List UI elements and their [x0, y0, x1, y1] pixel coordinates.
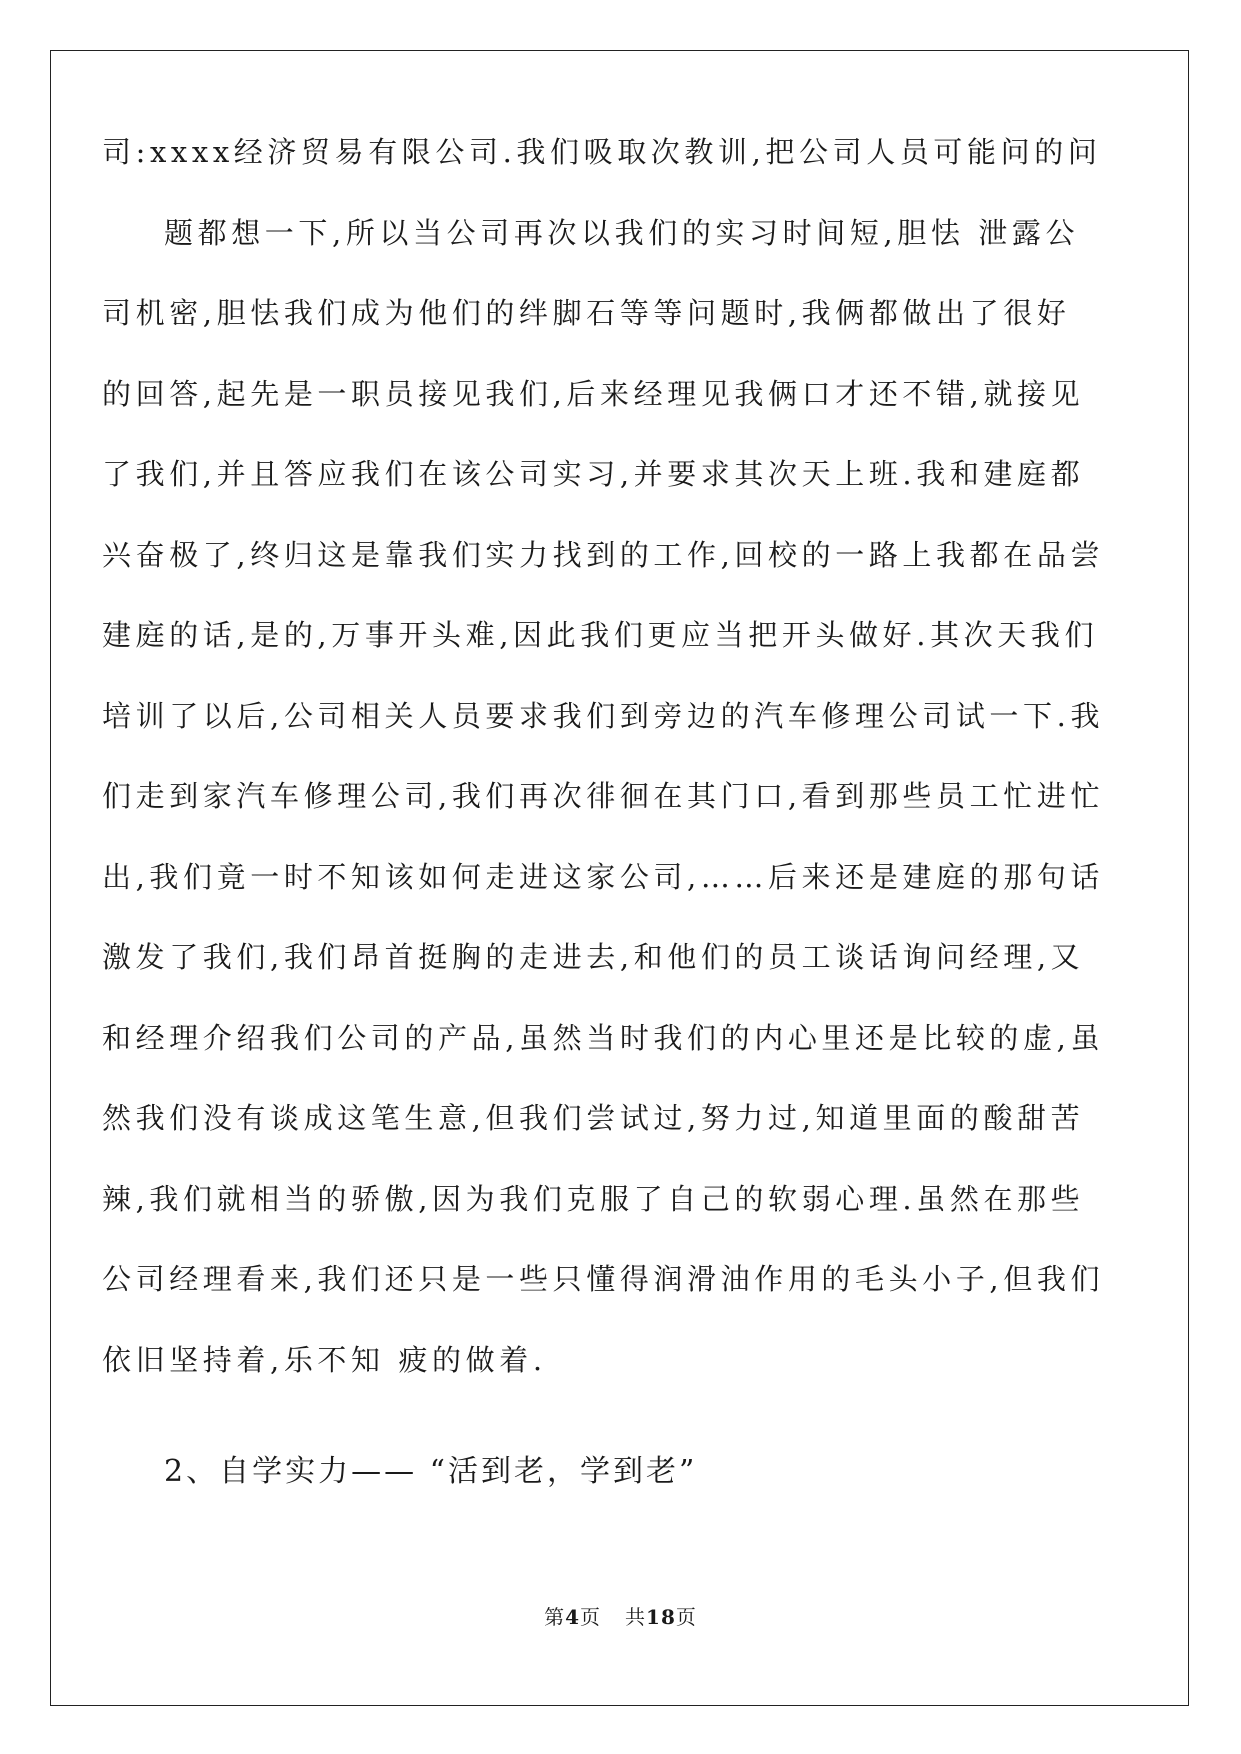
document-body [102, 112, 1105, 1400]
total-page-count: 18 [646, 1605, 676, 1629]
text-line: 和经理介绍我们公司的产品,虽然当时我们的内心里还是比较的虚,虽 [102, 1020, 1105, 1055]
text-line: 建庭的话,是的,万事开头难,因此我们更应当把开头做好.其次天我们 [102, 618, 1099, 652]
text-line: 兴奋极了,终归这是靠我们实力找到的工作,回校的一路上我都在品尝 [102, 537, 1105, 572]
text-line: 司:xxxx经济贸易有限公司.我们吸取次教训,把公司人员可能问的问 [102, 135, 1102, 169]
text-line: 题都想一下,所以当公司再次以我们的实习时间短,胆怯 泄露公 [164, 215, 1080, 250]
current-page-number: 4 [565, 1605, 581, 1629]
text-line: 司机密,胆怯我们成为他们的绊脚石等等问题时,我俩都做出了很好 [102, 296, 1071, 330]
section-heading: 2、自学实力—— “活到老，学到老” [164, 1454, 698, 1489]
text-line: 的回答,起先是一职员接见我们,后来经理见我俩口才还不错,就接见 [102, 376, 1085, 411]
footer-total-suffix: 页 [675, 1605, 697, 1629]
page-footer [0, 1601, 1241, 1630]
text-line: 培训了以后,公司相关人员要求我们到旁边的汽车修理公司试一下.我 [102, 698, 1105, 733]
text-line: 了我们,并且答应我们在该公司实习,并要求其次天上班.我和建庭都 [102, 457, 1085, 491]
text-line: 公司经理看来,我们还只是一些只懂得润滑油作用的毛头小子,但我们 [102, 1262, 1105, 1296]
text-line: 辣,我们就相当的骄傲,因为我们克服了自己的软弱心理.虽然在那些 [102, 1181, 1085, 1216]
text-line: 激发了我们,我们昂首挺胸的走进去,和他们的员工谈话询问经理,又 [102, 940, 1085, 974]
text-line: 依旧坚持着,乐不知 疲的做着. [102, 1342, 547, 1377]
footer-page-suffix: 页 [580, 1605, 602, 1629]
text-line: 们走到家汽车修理公司,我们再次徘徊在其门口,看到那些员工忙进忙 [102, 779, 1105, 813]
text-line: 然我们没有谈成这笔生意,但我们尝试过,努力过,知道里面的酸甜苦 [102, 1101, 1085, 1135]
text-line: 出,我们竟一时不知该如何走进这家公司,……后来还是建庭的那句话 [102, 859, 1105, 894]
footer-prefix: 第 [544, 1605, 566, 1629]
footer-total-prefix: 共 [625, 1605, 647, 1629]
